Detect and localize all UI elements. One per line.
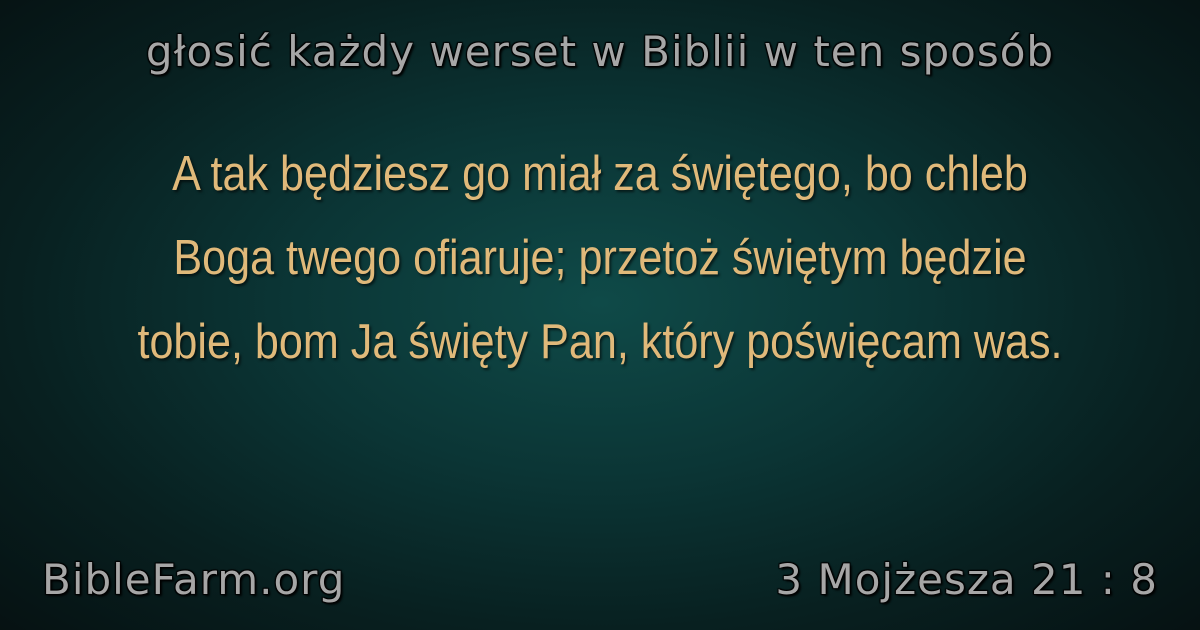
verse-text: A tak będziesz go miał za świętego, bo chleb Boga twego ofiaruje; przetoż świętym będzie tobie, bom Ja święty Pan, który poświęcam was. <box>137 147 1063 369</box>
header-tagline: głosić każdy werset w Biblii w ten sposób <box>145 27 1055 76</box>
verse-reference: 3 Mojżesza 21 : 8 <box>775 555 1158 604</box>
site-name: BibleFarm.org <box>42 555 346 604</box>
